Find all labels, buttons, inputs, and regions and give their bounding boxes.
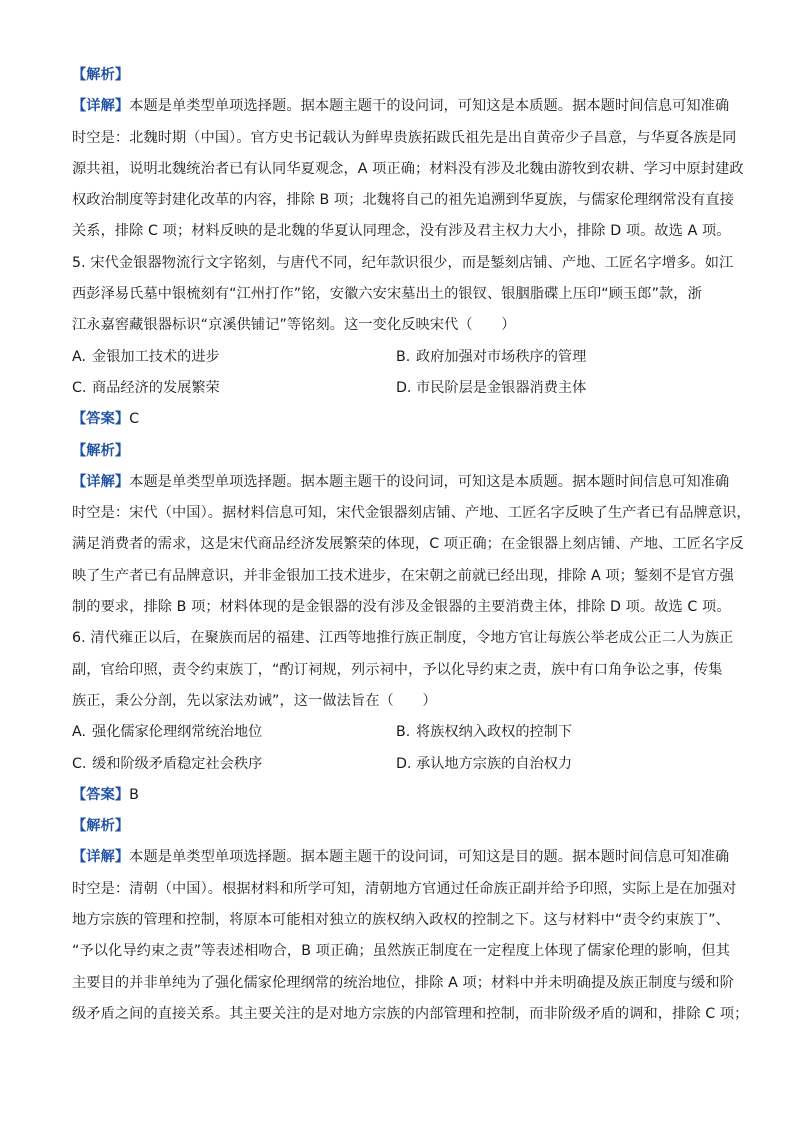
question-6-stem: 6. 清代雍正以后，在聚族而居的福建、江西等地推行族正制度，令地方官让每族公举老成公正二人为族正 — [72, 630, 734, 647]
question-6-stem: 副，官给印照，责令约束族丁，“酌订祠规，列示祠中，予以化导约束之责，族中有口角争讼之事，传集 — [72, 661, 723, 678]
option-c: C. 缓和阶级矛盾稳定社会秩序 — [72, 755, 263, 772]
detail-line: 关系，排除 C 项；材料反映的是北魏的华夏认同理念，没有涉及君主权力大小，排除 D 项。故选 A 项。 — [72, 223, 731, 240]
question-6-options-row — [72, 717, 732, 748]
detail-line: 时空是：北魏时期（中国）。官方史书记载认为鲜卑贵族拓跋氏祖先是出自黄帝少子昌意，与华夏各族是同 — [72, 129, 737, 146]
question-5-answer: 【答案】C — [72, 411, 140, 428]
analysis-heading: 【解析】 — [72, 818, 130, 835]
option-a: A. 金银加工技术的进步 — [72, 348, 220, 365]
option-c: C. 商品经济的发展繁荣 — [72, 379, 220, 396]
detail-line: 映了生产者已有品牌意识，并非金银加工技术进步，在宋朝之前就已经出现，排除 A 项；錾刻不是官方强 — [72, 567, 734, 584]
option-b: B. 政府加强对市场秩序的管理 — [396, 348, 587, 365]
detail-line: 级矛盾之间的直接关系。其主要关注的是对地方宗族的内部管理和控制，而非阶级矛盾的调和，排除 C 项； — [72, 1005, 749, 1022]
question-5-options-row — [72, 373, 732, 404]
detail-line: “予以化导约束之责”等表述相吻合，B 项正确；虽然族正制度在一定程度上体现了儒家伦理的影响，但其 — [72, 943, 730, 960]
detail-line: 制的要求，排除 B 项；材料体现的是金银器的没有涉及金银器的主要消费主体，排除 D 项。故选 C 项。 — [72, 599, 731, 616]
detail-line: 时空是：宋代（中国）。据材料信息可知，宋代金银器刻店铺、产地、工匠名字反映了生产者已有品牌意识， — [72, 505, 751, 522]
question-5-stem: 5. 宋代金银器物流行文字铭刻，与唐代不同，纪年款识很少，而是錾刻店铺、产地、工匠名字增多。如江 — [72, 254, 734, 271]
detail-line: 满足消费者的需求，这是宋代商品经济发展繁荣的体现，C 项正确；在金银器上刻店铺、产地、工匠名字反 — [72, 536, 744, 553]
option-b: B. 将族权纳入政权的控制下 — [396, 724, 573, 741]
question-6-options-row — [72, 749, 732, 780]
document-page — [72, 60, 751, 1030]
option-d: D. 市民阶层是金银器消费主体 — [396, 379, 587, 396]
detail-line: 【详解】本题是单类型单项选择题。据本题主题干的设问词，可知这是本质题。据本题时间信息可知准确 — [72, 473, 730, 490]
question-6-answer: 【答案】B — [72, 786, 139, 803]
detail-line: 源共祖，说明北魏统治者已有认同华夏观念，A 项正确；材料没有涉及北魏由游牧到农耕、学习中原封建政 — [72, 160, 744, 177]
detail-line: 【详解】本题是单类型单项选择题。据本题主题干的设问词，可知这是目的题。据本题时间信息可知准确 — [72, 849, 730, 866]
detail-line: 【详解】本题是单类型单项选择题。据本题主题干的设问词，可知这是本质题。据本题时间信息可知准确 — [72, 98, 730, 115]
detail-line: 主要目的并非单纯为了强化儒家伦理纲常的统治地位，排除 A 项；材料中并未明确提及族正制度与缓和阶 — [72, 974, 734, 991]
question-5-options-row — [72, 342, 732, 373]
detail-line: 地方宗族的管理和控制，将原本可能相对独立的族权纳入政权的控制之下。这与材料中“责令约束族丁”、 — [72, 912, 730, 929]
detail-line: 时空是：清朝（中国）。根据材料和所学可知，清朝地方官通过任命族正副并给予印照，实际上是在加强对 — [72, 880, 737, 897]
detail-line: 权政治制度等封建化改革的内容，排除 B 项；北魏将自己的祖先追溯到华夏族，与儒家伦理纲常没有直接 — [72, 192, 734, 209]
question-6-stem: 族正，秉公分剖，先以家法劝诫”，这一做法旨在（ ） — [72, 692, 437, 709]
question-5-stem: 西彭泽易氏墓中银梳刻有“江州打作”铭，安徽六安宋墓出土的银钗、银胭脂碟上压印“顾玉郎”款，浙 — [72, 286, 702, 303]
analysis-heading: 【解析】 — [72, 67, 130, 83]
option-d: D. 承认地方宗族的自治权力 — [396, 755, 573, 772]
option-a: A. 强化儒家伦理纲常统治地位 — [72, 724, 263, 741]
analysis-heading: 【解析】 — [72, 442, 130, 459]
question-5-stem: 江永嘉窖藏银器标识“京溪供铺记”等铭刻。这一变化反映宋代（ ） — [72, 317, 516, 334]
